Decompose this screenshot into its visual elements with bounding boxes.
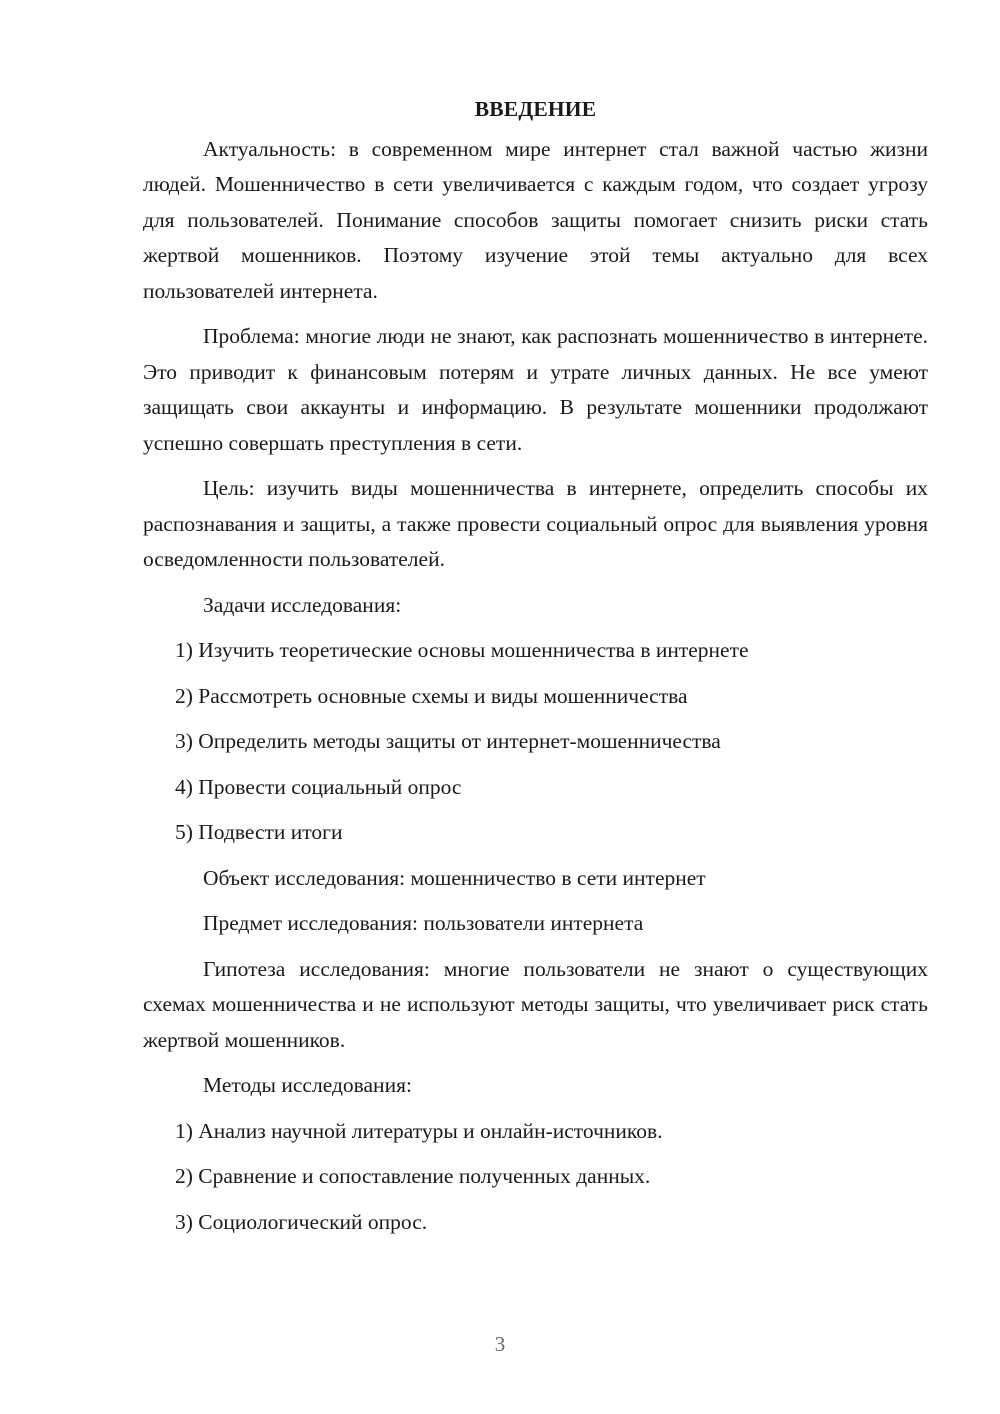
list-item: 2) Сравнение и сопоставление полученных данных. (175, 1164, 651, 1188)
methods-heading: Методы исследования: (203, 1073, 412, 1097)
tasks-list (143, 633, 928, 851)
document-page (143, 92, 928, 1250)
list-item: 4) Провести социальный опрос (175, 774, 462, 799)
list-item: 1) Анализ научной литературы и онлайн-источников. (175, 1118, 663, 1143)
tasks-heading: Задачи исследования: (203, 592, 402, 617)
page-number: 3 (494, 1332, 506, 1356)
problem-paragraph: Проблема: многие люди не знают, как распознать мошенничество в интернете. Это приводит к финансовым потерям и утрате личных данных. Не все умеют защищать свои аккаунты и информацию. В результате мошенники продолжают успешно совершать преступления в сети. (143, 324, 928, 455)
list-item: 1) Изучить теоретические основы мошенничества в интернете (175, 638, 749, 662)
page-title: ВВЕДЕНИЕ (474, 97, 597, 121)
list-item: 3) Определить методы защиты от интернет-мошенничества (175, 729, 721, 753)
object-line: Объект исследования: мошенничество в сети интернет (203, 865, 706, 890)
list-item: 2) Рассмотреть основные схемы и виды мошенничества (175, 683, 688, 708)
methods-list (143, 1114, 928, 1241)
list-item: 3) Социологический опрос. (175, 1209, 428, 1234)
relevance-paragraph: Актуальность: в современном мире интернет стал важной частью жизни людей. Мошенничество в сети увеличивается с каждым годом, что создает угрозу для пользователей. Понимание способов защиты помогает снизить риски стать жертвой мошенников. Поэтому изучение этой темы актуально для всех пользователей интернета. (143, 136, 928, 303)
subject-line: Предмет исследования: пользователи интернета (203, 911, 644, 935)
hypothesis-paragraph: Гипотеза исследования: многие пользователи не знают о существующих схемах мошенничества и не используют методы защиты, что увеличивает риск стать жертвой мошенников. (143, 956, 928, 1052)
list-item: 5) Подвести итоги (175, 820, 343, 844)
goal-paragraph: Цель: изучить виды мошенничества в интернете, определить способы их распознавания и защиты, а также провести социальный опрос для выявления уровня осведомленности пользователей. (143, 476, 928, 571)
